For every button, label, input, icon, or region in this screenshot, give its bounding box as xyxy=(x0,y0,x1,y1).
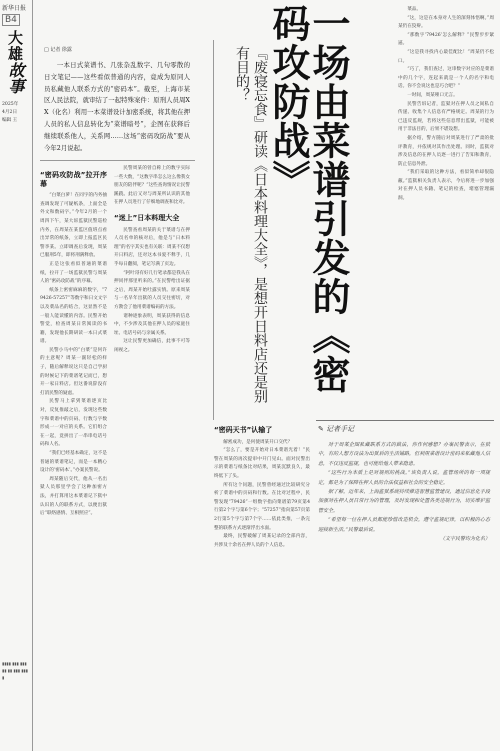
paragraph: “我们采取的这种方法，看似简单却很隐蔽。”监狱相关负责人表示，今后将进一步加强对在押人员书籍、笔记的检查，堵塞管理漏洞。 xyxy=(398,170,494,202)
reporter-note-title xyxy=(318,424,354,434)
column-2 xyxy=(114,165,190,355)
lead-text: 一本日式菜谱书、几张杂乱数字、几句零散的日文笔记——这些看似普通的内容，竟成为原同人员私藏他人联系方式的“密码本”。截至，上海市某区人民法院，就审结了一起特殊案件：原刑人员周XX（化名）利用一本菜谱设计加密系统，将其他在押人员的私人信息转化为“菜谱暗号”，企图在获释后继续联系他人，关系网……这场“密码攻防战”要从今年2月说起。 xyxy=(44,61,190,152)
column-3 xyxy=(214,420,310,550)
paragraph: “希望每一位在押人员都能珍惜改造机会，遵守监规纪律，以积极的心态迎接新生活。”民警最后说。 xyxy=(318,517,490,533)
reporter-note xyxy=(316,420,494,743)
column-1 xyxy=(40,165,107,519)
masthead xyxy=(0,0,32,751)
note-source: （文字民警均为化名） xyxy=(439,536,490,543)
paragraph: 民警小马中的“白菜”是何许的主意呢？周某一副轻松的样子，随后解释说这只是自己学厨的时候记下的菜谱笔记而已，想开一家日料店。但这番说辞没有打消民警的疑虑。 xyxy=(40,347,107,396)
paragraph: “这是我寻找内心最佳配比！”周某仍不松口。 xyxy=(398,49,494,64)
headline-rule xyxy=(213,40,214,420)
headline: 一场由菜谱引发的《密码攻防战》 xyxy=(266,4,351,394)
byline: □ 记者 徐露 xyxy=(44,47,72,53)
paragraph: 所有这个问题，民警曾经通过比较研究分析了菜谱中的页码和行数。在比对过程中，民警发现“79426”一组数字指向菜谱第79页第4行第2个字与第6个字；“57257”指向第57页第2行第5个字与第7个字……依此类推，一条完整的联系方式逐渐浮出水面。 xyxy=(214,482,310,531)
paragraph: 民警告诉记者，监狱对在押人员之间私自传递、收集个人信息有严格规定。周某的行为已违反监规，若将这些信息带出监狱，可能被用于非法目的，后果不堪设想。 xyxy=(398,101,494,133)
paragraph: “怎么了，要是开始对日本菜谱光着！”民警在周某的再次提审中开门见山。面对民警出示的菜谱与纸条比对结果，周某沉默良久，最终低下了头。 xyxy=(214,448,310,479)
pen-icon: ✎ xyxy=(318,425,327,433)
paragraph: 民警马上拿到菜谱逐页比对，反复推敲之后，发现这些数字和菜谱中的页码、行数与字数形成一一对应的关系。它们组合在一起，竟拼出了一串串电话号码和人名。 xyxy=(40,399,107,448)
paragraph: “白菜白萝！在同字的内务抽查调发现了可疑纸条，上面全是外文和数码字。”今年2月的一个周四下午，某大诉监狱民警巡检内务，在周某在某监区值班点看出异常的纸条，立即上报监区民警李某。立即调查后发现，周某已服刑5年，即将刑满释放。 xyxy=(40,193,107,259)
lead-paragraph xyxy=(44,60,190,154)
newspaper-logo: 新华日报 xyxy=(2,5,27,12)
column-4 xyxy=(398,6,494,204)
section-code: B4 xyxy=(2,14,20,26)
paragraph: 纸条上密密麻麻的数字，“79426-57257”等数字和日文文字以及菜品名的结合，这显然不是一般人能读懂的内容。民警开始警觉，检查周某日常阅读的书籍，发现他长期研读一本日式菜谱。 xyxy=(40,287,107,345)
section-name: 大雄 xyxy=(6,30,24,62)
issue-year: 2025年 xyxy=(2,102,19,107)
footer-strip: ▮▮▮▮ ▮▮▮ ▮▮▮▮▮ ▮▮ ▮▮▮ ▮▮▮▮ xyxy=(2,661,28,680)
paragraph: 对于周某企图私藏联系方式的做法，你作何感想？办案民警表示，在狱中，有的人想方设法为出狱后的生活铺路，但利用菜谱设计密码来私藏他人信息，不仅违反监规，也可能给他人带来隐患。 xyxy=(318,442,490,467)
paragraph: 民警查看周某的关于菜谱与在押人员名单的核对后，他是与“日本料理”的名字其实也有关联：周某不仅想开日料店，还对这本书爱不释手，几乎每日翻阅，笔记写满了页边。 xyxy=(114,227,190,267)
paragraph: “这些行为本质上是对规则的挑战。”该负责人说，监管场所的每一项规定，都是为了保障在押人员的合法权益和社会的安全稳定。 xyxy=(318,470,490,486)
paragraph: 最终，民警破解了周某记录的全部内容，共涉及十余名在押人员的个人信息。 xyxy=(214,534,310,548)
paragraph: “我们已经基本确定，这不是普通的菜谱笔记，而是一本精心设计的‘密码本’。”办案民警说。 xyxy=(40,451,107,474)
paragraph: 据了解，近年来，上海监狱系统持续推进智慧监管建设，通过信息化手段加强对在押人员日常行为的管理，及时发现和处置各类违规行为，切实维护监管安全。 xyxy=(318,489,490,514)
paragraph: “这，这是在本身对人生的深刻体悟啊。”周某仍在狡辩。 xyxy=(398,15,494,30)
paragraph: 正是这张看似普通的菜谱纸，拉开了一场监狱民警与周某人的“密码攻防战”的序幕。 xyxy=(40,261,107,285)
paragraph: 这让民警更加确信，此事不可等闲视之。 xyxy=(114,339,190,353)
section-heading-inline: “迷上”日本料理大全 xyxy=(114,213,180,222)
paragraph: “阿叶哥有好几行笔录都是我从在押同伴那里听来的。”在民警给出证据之后，周某开始吐露实情。原来周某与一名早年出狱的人员交往密切，对方教会了他用菜谱编码的方法。 xyxy=(114,270,190,310)
page-editor: 编辑 王 xyxy=(2,118,18,123)
subheadline: 『废寝忘食』研读《日本料理大全》，是想开日料店还是别有目的？ xyxy=(234,46,268,403)
lead-divider xyxy=(40,160,195,161)
paragraph: 菜品。 xyxy=(407,7,421,12)
paragraph: “那数字‘79426’怎么解释？”民警步步紧逼。 xyxy=(398,32,494,47)
paragraph: 据介绍，警方随后对周某进行了严肃的批评教育，并依规对其作出处理。同时，监狱对涉及信息的在押人员逐一进行了告知和教育，防止信息外泄。 xyxy=(398,135,494,167)
paragraph: 一时间，周某哑口无言。 xyxy=(407,92,458,98)
paragraph: 诸种迹象表明，周某获得的信息中，不少涉及其他在押人员的家庭住址、电话号码与亲属关系。 xyxy=(114,313,190,336)
column-name: 故事 xyxy=(6,62,25,94)
reporter-note-body xyxy=(318,441,490,544)
paragraph: 民警周某的曾自称上的数字实际一些大数，“这数字串怎么这么像我女朋友的陪伴呢？”这些查询情况让民警蹊跷。此后又对与周某所认识的其他在押人员进行了仔细地调查和比对。 xyxy=(114,166,190,206)
paragraph: 周某随后交代，他从一名出狱人员那里学会了这种加密方法，并打算用这本菜谱记下狱中认识的人的联系方式，以便出狱后“联络感情、互相照应”。 xyxy=(40,476,107,517)
paragraph: 解密成功，是何使周某开口交代？ xyxy=(223,439,293,445)
section-heading-1: “密码攻防战”拉开序幕 xyxy=(40,171,107,188)
paragraph: “巧了，我们查过，这串数字对应的是菜谱中的几个字，连起来就是一个人的名字和电话。你不会说这也是巧合吧？” xyxy=(398,67,494,90)
note-title-text: 记者手记 xyxy=(326,425,355,433)
section-heading-2: “密码天书”认输了 xyxy=(214,426,273,434)
issue-date: 4月2日 xyxy=(2,110,18,115)
masthead-divider xyxy=(32,0,33,751)
